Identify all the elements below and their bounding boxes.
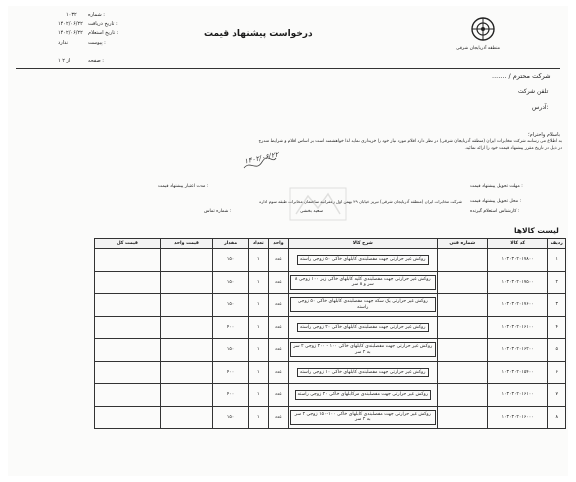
watermark-logo-icon <box>288 184 348 224</box>
row-code: ۱۰۳۰۳۰۲۰۱۷۸۰۰ <box>487 249 547 272</box>
row-qty: ۱ <box>248 316 268 339</box>
row-desc <box>288 361 437 384</box>
row-tech <box>437 249 487 272</box>
table-row <box>95 316 566 339</box>
row-qty: ۱ <box>248 384 268 407</box>
meta-number-label: شماره : <box>88 12 105 18</box>
row-desc-text: روکش غیر حرارتی جهت مفصلبندی کابلهای خاکی ۱۰۰-۱۵۰ زوجی ۲ سر به ۲ سر <box>290 410 436 425</box>
row-tech <box>437 271 487 294</box>
items-table <box>94 238 566 429</box>
row-unit: عدد <box>268 316 288 339</box>
row-amount: ۱۵۰ <box>213 406 248 429</box>
row-qty: ۱ <box>248 339 268 362</box>
row-index: ۱ <box>548 249 566 272</box>
row-desc-text: روکش غیر حرارتی جهت مفصلبندی کابلهای خاکی ۱۰۰ - ۲۰۰ زوجی ۲ سر به ۲ سر <box>290 342 436 357</box>
addressee-phone: تلفن شرکت <box>518 88 549 95</box>
row-code: ۱۰۳۰۳۰۲۰۱۵۴۰۰ <box>487 361 547 384</box>
header-desc: شرح کالا <box>288 239 437 249</box>
row-code: ۱۰۳۰۳۰۲۰۱۶۱۰۰ <box>487 316 547 339</box>
row-total <box>95 316 161 339</box>
contact-person-value: سعید بخشی <box>300 209 324 214</box>
row-tech <box>437 361 487 384</box>
row-desc-text: روکش غیر حرارتی جهت مفصلبندی کابلهای خاکی ۲۰ زوجی راسته <box>297 323 428 333</box>
row-amount: ۱۵۰ <box>213 271 248 294</box>
row-desc-text: روکش غیر حرارتی جهت مفصلبندی کابلهای خاکی ۵۰ زوجی راسته <box>297 255 428 265</box>
proposal-deadline-label: مهلت تحویل پیشنهاد قیمت : <box>470 184 523 189</box>
row-unit-price <box>160 361 213 384</box>
table-row <box>95 361 566 384</box>
row-code: ۱۰۳۰۳۰۲۰۱۷۶۰۰ <box>487 294 547 317</box>
meta-attachment-label: پیوست : <box>88 40 106 46</box>
row-index: ۴ <box>548 316 566 339</box>
row-unit-price <box>160 339 213 362</box>
row-desc-text: روکش غیر حرارتی جهت مفصلبندی کلیه کابلهای خاکی زیر ۱۰۰ زوجی ۸ سر و ۸ سر <box>290 275 436 290</box>
row-total <box>95 294 161 317</box>
row-desc-text: روکش غیر حرارتی جهت مفصلبندی مرکابلهای خاکی ۲۰ زوجی راسته <box>295 390 431 400</box>
meta-received-value: ۱۴۰۲/۰۶/۲۲ <box>58 21 83 27</box>
header-code: کد کالا <box>487 239 547 249</box>
row-desc-text: روکش غیر حرارتی جهت مفصلبندی کابلهای خاکی ۱۰ زوجی راسته <box>297 368 428 378</box>
page-title: درخواست پیشنهاد قیمت <box>204 29 313 39</box>
row-unit: عدد <box>268 406 288 429</box>
row-code: ۱۰۳۰۳۰۲۰۱۶۱۰۰ <box>487 384 547 407</box>
row-tech <box>437 384 487 407</box>
row-unit: عدد <box>268 294 288 317</box>
table-row <box>95 271 566 294</box>
header-index: ردیف <box>548 239 566 249</box>
header-amount: مقدار <box>213 239 248 249</box>
row-unit: عدد <box>268 361 288 384</box>
meta-page-label: صفحه : <box>88 58 104 64</box>
row-tech <box>437 316 487 339</box>
row-qty: ۱ <box>248 294 268 317</box>
body-line-1: به اطلاع می رسانند شرکت مخابرات ایران (منطقه آذربایجان شرقی) در نظر دارد اقلام مورد نیاز خود را خریداری نماید لذا خواهشمند است بر اساس اقلام و شرایط مندرج <box>258 139 562 144</box>
row-unit-price <box>160 316 213 339</box>
meta-inquiry-label: تاریخ استعلام : <box>88 30 119 36</box>
row-tech <box>437 339 487 362</box>
row-desc <box>288 406 437 429</box>
org-name: منطقه آذربایجان شرقی <box>456 46 501 51</box>
row-unit-price <box>160 249 213 272</box>
row-total <box>95 361 161 384</box>
row-index: ۵ <box>548 339 566 362</box>
row-amount: ۴۰۰ <box>213 384 248 407</box>
row-total <box>95 271 161 294</box>
row-unit: عدد <box>268 339 288 362</box>
contact-person-label: کارشناس استعلام گیرنده : <box>470 209 520 214</box>
row-code: ۱۰۳۰۳۰۲۰۱۶۰۰۰ <box>487 406 547 429</box>
row-qty: ۱ <box>248 406 268 429</box>
row-index: ۶ <box>548 361 566 384</box>
row-index: ۳ <box>548 294 566 317</box>
delivery-place-value: شرکت مخابرات ایران (منطقه آذربایجان شرقی) تبریز خیابان ۲۹ بهمن اول زعفرانیه ساختمان مخابرات طبقه سوم اداره <box>259 199 462 204</box>
row-amount: ۴۰۰ <box>213 361 248 384</box>
row-index: ۸ <box>548 406 566 429</box>
handwritten-date: ۱۴۰۲/۰۶/۲۲ <box>243 150 280 166</box>
meta-attachment-value: ندارد <box>58 40 69 46</box>
row-total <box>95 384 161 407</box>
meta-page-value: ۱ از ۲ <box>58 58 71 64</box>
meta-number-value: ۱۰۳۲ <box>66 12 77 18</box>
row-amount: ۴۰۰ <box>213 316 248 339</box>
row-desc <box>288 339 437 362</box>
header-divider <box>16 68 560 69</box>
row-unit-price <box>160 406 213 429</box>
row-tech <box>437 406 487 429</box>
meta-inquiry-value: ۱۴۰۲/۰۶/۲۲ <box>58 30 83 36</box>
header-total: قیمت کل <box>95 239 161 249</box>
row-amount: ۱۵۰ <box>213 294 248 317</box>
row-desc <box>288 271 437 294</box>
document-page <box>8 6 568 476</box>
row-desc <box>288 249 437 272</box>
row-amount: ۱۵۰ <box>213 249 248 272</box>
row-unit: عدد <box>268 271 288 294</box>
row-code: ۱۰۳۰۳۰۲۰۱۷۵۰۰ <box>487 271 547 294</box>
addressee-address: آدرس: <box>532 104 549 111</box>
row-desc <box>288 384 437 407</box>
row-total <box>95 249 161 272</box>
row-qty: ۱ <box>248 271 268 294</box>
table-row <box>95 384 566 407</box>
delivery-place-label: محل تحویل پیشنهاد قیمت : <box>470 199 522 204</box>
header-unit-price: قیمت واحد <box>160 239 213 249</box>
row-desc-text: روکش غیر حرارتی یک سکه جهت مفصلبندی کابلهای خاکی ۵۰ زوجی راسته <box>290 297 436 312</box>
greeting-text: باسلام واحترام؛ <box>528 132 561 138</box>
header-qty: تعداد <box>248 239 268 249</box>
company-logo-icon <box>470 16 496 42</box>
contact-phone-label: شماره تماس : <box>204 209 232 214</box>
meta-received-label: تاریخ دریافت : <box>88 21 118 27</box>
row-tech <box>437 294 487 317</box>
row-unit-price <box>160 294 213 317</box>
row-total <box>95 406 161 429</box>
row-qty: ۱ <box>248 361 268 384</box>
validity-label: مدت اعتبار پیشنهاد قیمت : <box>158 184 209 189</box>
row-qty: ۱ <box>248 249 268 272</box>
row-unit: عدد <box>268 384 288 407</box>
row-total <box>95 339 161 362</box>
header-tech: شماره فنی <box>437 239 487 249</box>
row-unit: عدد <box>268 249 288 272</box>
table-row <box>95 294 566 317</box>
table-row <box>95 339 566 362</box>
row-unit-price <box>160 384 213 407</box>
row-code: ۱۰۳۰۳۰۲۰۱۶۲۰۰ <box>487 339 547 362</box>
body-line-2: در ذیل در تاریخ مقرر پیشنهاد قیمت خود را ارائه نمائید. <box>464 146 562 151</box>
row-index: ۷ <box>548 384 566 407</box>
row-desc <box>288 316 437 339</box>
table-header-row <box>95 239 566 249</box>
table-row <box>95 406 566 429</box>
addressee-company: شرکت محترم / ....... <box>492 72 551 80</box>
handwritten-mark-icon <box>240 152 280 176</box>
row-amount: ۱۵۰ <box>213 339 248 362</box>
row-desc <box>288 294 437 317</box>
header-unit: واحد <box>268 239 288 249</box>
table-row <box>95 249 566 272</box>
row-index: ۲ <box>548 271 566 294</box>
items-section-title: لیست کالاها <box>514 226 559 235</box>
row-unit-price <box>160 271 213 294</box>
